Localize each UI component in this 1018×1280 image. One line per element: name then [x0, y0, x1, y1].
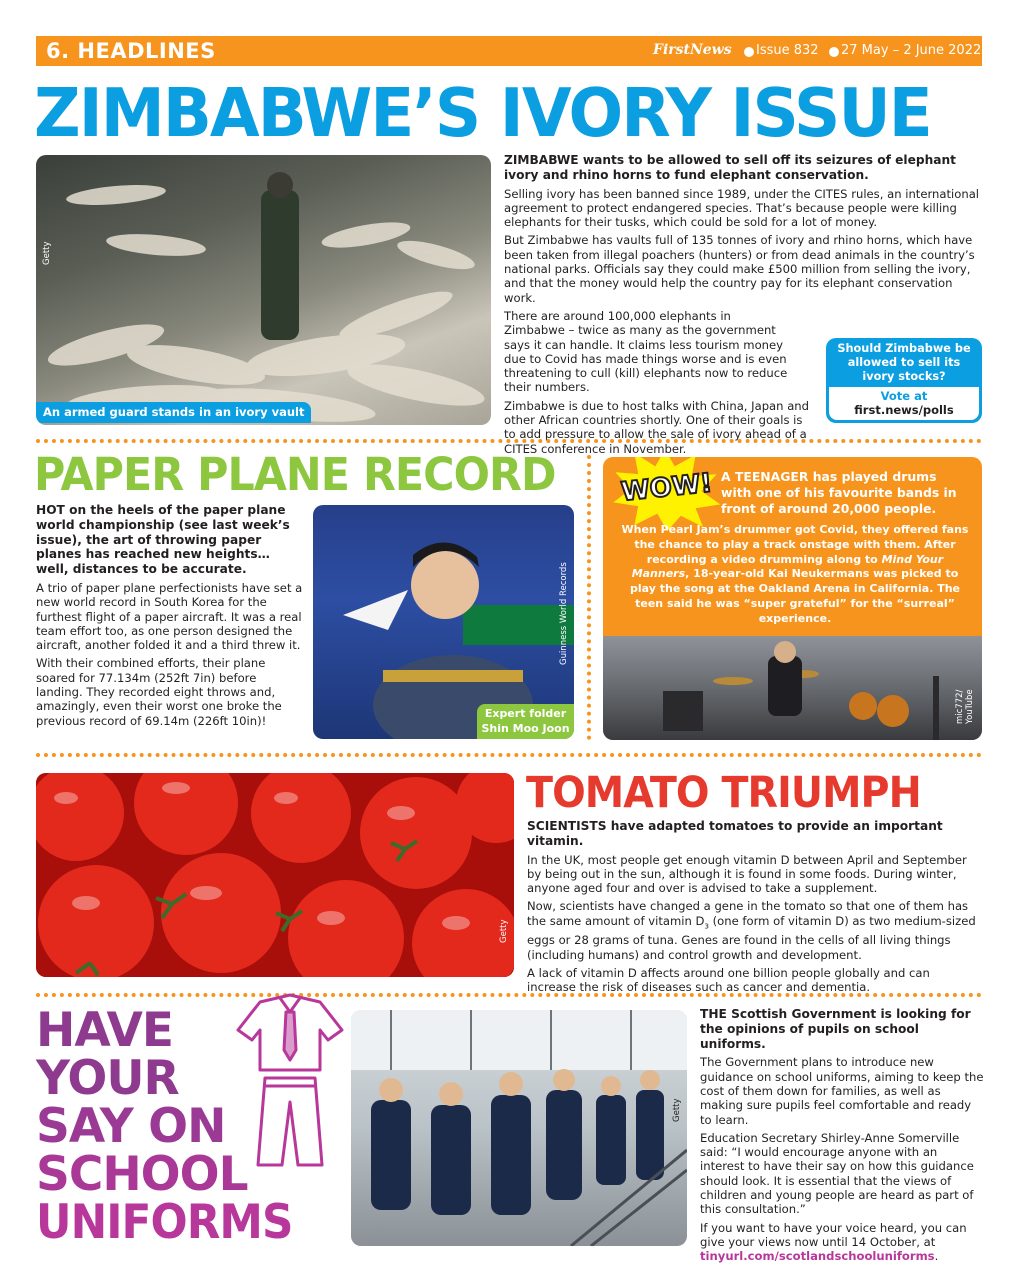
- ivory-caption: An armed guard stands in an ivory vault: [36, 402, 311, 423]
- tomato-article: [527, 819, 982, 999]
- tomato-photo: [36, 773, 514, 977]
- section-title: 6. HEADLINES: [46, 39, 216, 63]
- poll-link-box[interactable]: [829, 387, 979, 420]
- subscript: 3: [704, 922, 709, 931]
- uniform-lead: THE Scottish Government is looking for the opinions of pupils on school uniforms.: [700, 1007, 971, 1051]
- wow-body-text: , 18-year-old Kai Neukermans was picked to play the song at the Oakland Arena in California. The teen said he was “super grateful” for the “surreal” experience.: [630, 567, 960, 625]
- divider: [36, 993, 982, 997]
- divider: [36, 439, 982, 443]
- issue-date: 27 May – 2 June 2022: [841, 43, 982, 58]
- caption-line: Shin Moo Joon: [481, 722, 570, 735]
- caption-line: Expert folder: [484, 707, 567, 720]
- photo-credit: Getty: [672, 1098, 682, 1122]
- ivory-paragraph: Zimbabwe is due to host talks with China, Japan and other African countries shortly. One of their goals is to add pressure to allow the sale of ivory ahead of a CITES conference in November.: [504, 398, 810, 456]
- brand-logo: FirstNews: [653, 42, 732, 58]
- poll-link[interactable]: first.news/polls: [854, 403, 954, 417]
- ivory-tusks-illustration: [36, 155, 491, 425]
- wow-text: WOW!: [619, 468, 714, 508]
- tomato-headline: TOMATO TRIUMPH: [526, 768, 921, 818]
- divider: [587, 455, 591, 740]
- uniform-icon: [230, 990, 350, 1170]
- tomato-text: Now, scientists have changed a gene in the tomato so that one of them has the same amount of vitamin D: [527, 899, 969, 928]
- headline-line: UNIFORMS: [36, 1195, 293, 1250]
- divider: [36, 753, 982, 757]
- poll-box[interactable]: [826, 338, 982, 423]
- song-title: Mind Your Manners: [631, 552, 944, 581]
- ivory-headline: ZIMBABWE’S IVORY ISSUE: [34, 74, 931, 152]
- ivory-paragraph: Selling ivory has been banned since 1989, under the CITES rules, an international agreement to protect endangered species. That’s because people were killing elephants for their tusks, which could be sold for a lot of money.: [504, 186, 980, 230]
- wow-badge: [605, 457, 725, 533]
- bullet-icon: [744, 47, 754, 57]
- header-bar: [36, 36, 982, 66]
- wow-lead: A TEENAGER has played drums with one of his favourite bands in front of around 20,000 people.: [721, 469, 957, 516]
- plane-article: [36, 503, 304, 732]
- uniform-paragraph: [700, 1221, 984, 1264]
- headline-line: YOUR: [36, 1051, 179, 1106]
- uniform-paragraph: Education Secretary Shirley-Anne Somerville said: “I would encourage anyone with an interest to have their say on how this guidance should look. It is essential that the views of children and young people are heard as part of this consultation.”: [700, 1130, 974, 1217]
- photo-credit: Guinness World Records: [559, 562, 569, 665]
- uniform-photo: [351, 1010, 687, 1246]
- plane-headline: PAPER PLANE RECORD: [34, 448, 556, 501]
- tomato-paragraph: [527, 899, 982, 962]
- drummer-illustration: [603, 636, 982, 740]
- photo-credit: Getty: [42, 241, 52, 265]
- tomato-text: (one form of vitamin D) as two medium-sized eggs or 28 grams of tuna. Genes are found in the cells of all living things (including humans) and control growth and development.: [527, 913, 976, 962]
- ivory-photo: [36, 155, 491, 425]
- headline-line: SCHOOL: [36, 1147, 248, 1202]
- poll-vote-label: Vote at: [880, 389, 928, 403]
- uniform-paragraph: The Government plans to introduce new guidance on school uniforms, aiming to keep the cost of them down for families, as well as making sure pupils feel comfortable and ready to learn.: [700, 1055, 984, 1127]
- plane-caption: [477, 704, 574, 739]
- wow-panel: [603, 457, 982, 740]
- photo-credit: mic772/ YouTube: [955, 689, 975, 724]
- headline-line: SAY ON: [36, 1099, 226, 1154]
- concert-photo: [603, 636, 982, 740]
- pupils-illustration: [351, 1010, 687, 1246]
- uniform-article: [700, 1007, 984, 1268]
- ivory-lead: ZIMBABWE wants to be allowed to sell off its seizures of elephant ivory and rhino horns to fund elephant conservation.: [504, 153, 957, 182]
- uniform-text: If you want to have your voice heard, you can give your views now until 14 October, at: [700, 1220, 967, 1249]
- ivory-paragraph: But Zimbabwe has vaults full of 135 tonnes of ivory and rhino horns, which have been taken from illegal poachers (hunters) or from dead animals in the country’s national parks. Officials say they could make £500 million from selling the ivory, and that the money would help the country pay for its elephant conservation work.: [504, 233, 975, 305]
- headline-line: HAVE: [36, 1003, 173, 1058]
- wow-body: [617, 523, 973, 627]
- consultation-link[interactable]: tinyurl.com/scotlandschooluniforms: [700, 1249, 935, 1264]
- tomato-lead: SCIENTISTS have adapted tomatoes to provide an important vitamin.: [527, 819, 943, 848]
- plane-paragraph: A trio of paper plane perfectionists have set a new world record in South Korea for the furthest flight of a paper aircraft. It was a real team effort too, as one person designed the aircraft, another folded it and a third threw it.: [36, 580, 303, 653]
- plane-photo: [313, 505, 574, 739]
- plane-lead: HOT on the heels of the paper plane world championship (see last week’s issue), the art of throwing paper planes has reached new heights… well, distances to be accurate.: [36, 503, 290, 577]
- poll-question: Should Zimbabwe be allowed to sell its ivory stocks?: [837, 342, 971, 383]
- ivory-paragraph: There are around 100,000 elephants in Zimbabwe – twice as many as the government says it can handle. It claims less tourism money due to Covid has made things worse and is even threatening to cull (kill) elephants now to reduce their numbers.: [504, 308, 788, 395]
- photo-credit: Getty: [499, 919, 509, 943]
- uniform-text: .: [934, 1249, 939, 1264]
- tomato-paragraph: A lack of vitamin D affects around one billion people globally and can increase the risk of diseases such as cancer and dementia.: [527, 965, 930, 995]
- issue-number: Issue 832: [756, 43, 819, 58]
- bullet-icon: [829, 47, 839, 57]
- wow-body-text: When Pearl Jam’s drummer got Covid, they offered fans the chance to play a track onstage with them. After recording a video drumming along to: [621, 523, 969, 566]
- tomato-paragraph: In the UK, most people get enough vitamin D between April and September by being out in the sun, although it is found in some foods. During winter, anyone aged four and over is advised to take a supplement.: [527, 852, 967, 896]
- tomatoes-illustration: [36, 773, 514, 977]
- plane-paragraph: With their combined efforts, their plane soared for 77.134m (252ft 7in) before landing. They recorded eight throws and, amazingly, even their worst one broke the previous record of 69.14m (226ft 10in)!: [36, 656, 282, 728]
